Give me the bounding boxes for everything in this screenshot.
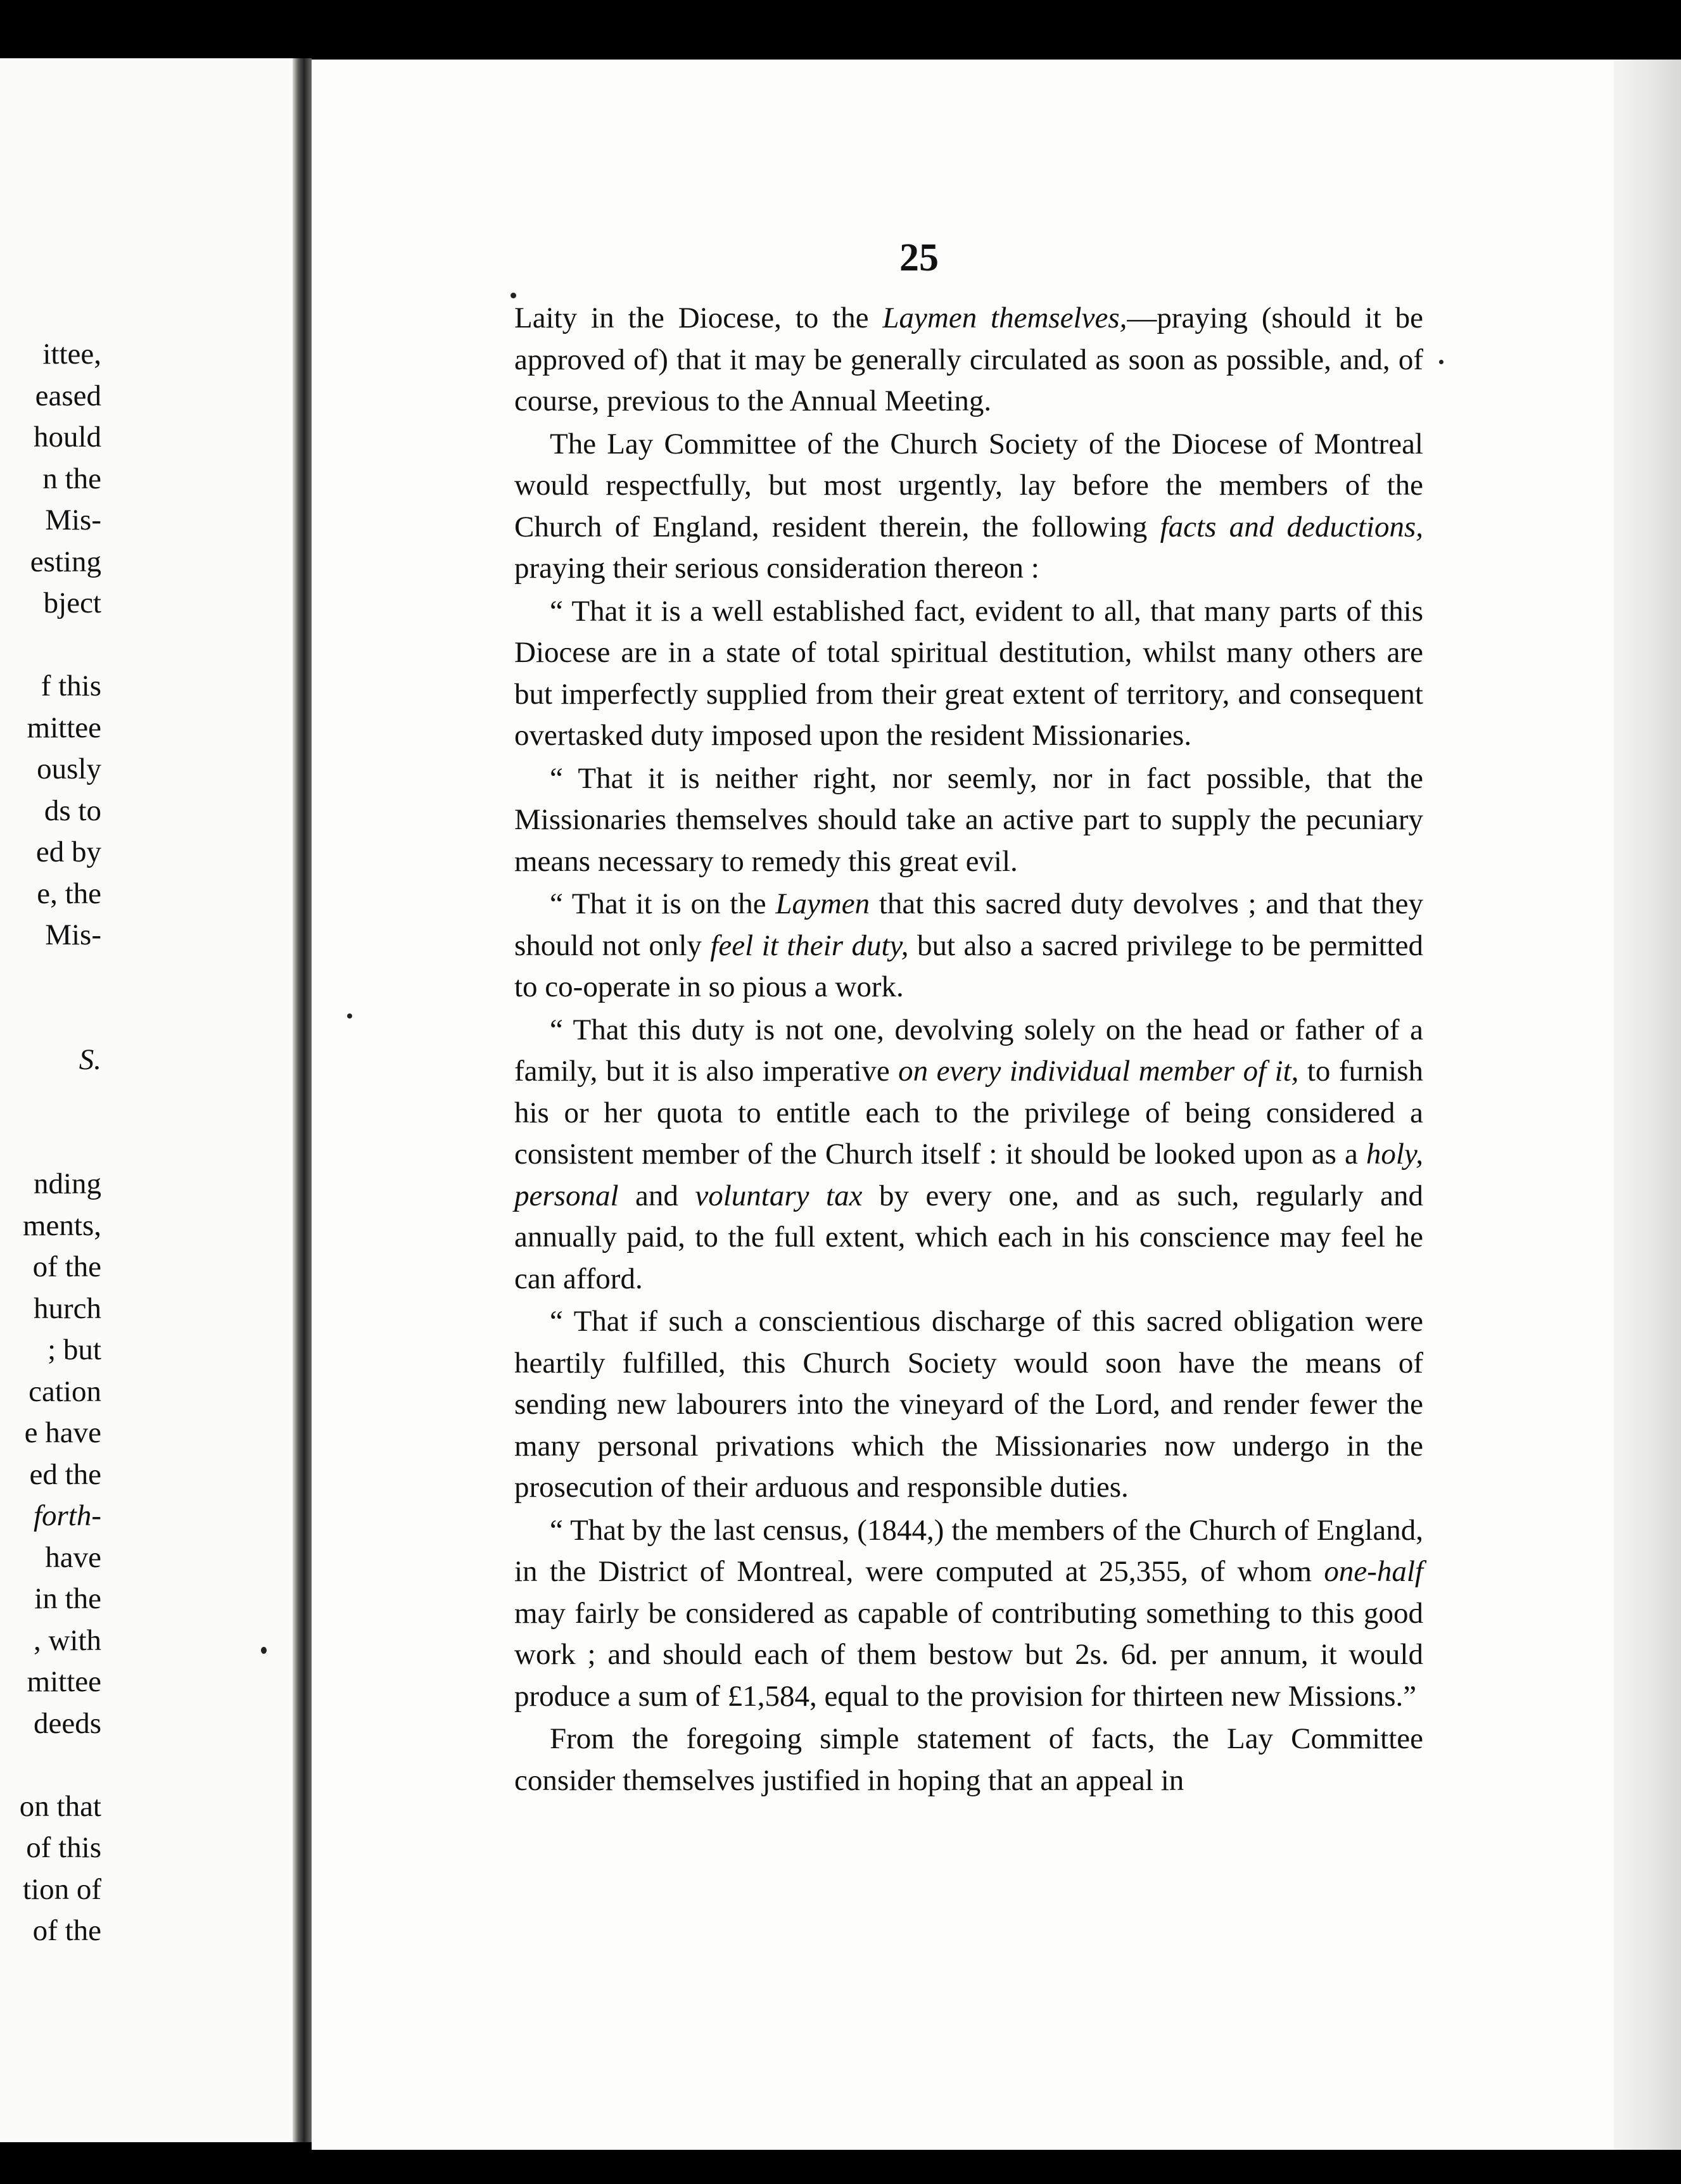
text-run: The Lay Committee of the Church Society of the Diocese of Montreal would respectfully, but most urgently, lay before the members of the Church of England, resident therein, the following: [514, 427, 1423, 543]
paragraph: [514, 424, 1423, 590]
facing-page-line: S.: [79, 1043, 101, 1076]
facing-page-line: bject: [43, 587, 101, 619]
text-run: “ That this duty is not one, devolving solely on the head or father of a family, but it is also imperative: [514, 1013, 1423, 1088]
scan-speck: [261, 1647, 267, 1654]
text-run: but also a sacred privilege to be permitted to co-operate in so pious a work.: [514, 929, 1423, 1003]
facing-page-line: e have: [24, 1416, 101, 1449]
facing-page: [0, 58, 296, 2142]
paragraph: [514, 591, 1423, 757]
text-run: that this sacred duty devolves ; and that they should not only: [514, 887, 1423, 962]
facing-page-line: n the: [42, 462, 101, 495]
paragraph: [514, 884, 1423, 1008]
facing-page-line: , with: [33, 1623, 101, 1657]
italic-text: Laymen themselves,: [882, 302, 1127, 334]
facing-page-line: e, the: [37, 877, 101, 910]
scan-speck: [347, 1013, 352, 1019]
text-run: Laity in the Diocese, to the: [514, 302, 883, 334]
facing-page-line: ds to: [44, 794, 101, 827]
facing-page-line: nding: [33, 1167, 101, 1200]
paragraph: [514, 1718, 1423, 1801]
facing-page-line: f this: [41, 670, 101, 702]
text-run: praying their serious consideration thereon :: [514, 552, 1039, 585]
body-text: [514, 298, 1423, 1803]
italic-text: feel it their duty,: [710, 929, 909, 962]
facing-page-line: deeds: [33, 1706, 101, 1740]
facing-page-line: ittee,: [42, 338, 101, 371]
facing-page-line: tion of: [22, 1872, 101, 1906]
scan-speck: [511, 293, 516, 298]
italic-text: facts and deductions,: [1160, 510, 1423, 543]
text-run: by every one, and as such, regularly and annually paid, to the full extent, which each in his conscience may feel he can afford.: [514, 1179, 1423, 1295]
facing-page-line: ously: [37, 752, 101, 785]
facing-page-line: of the: [32, 1914, 101, 1947]
facing-page-line: Mis-: [45, 918, 101, 951]
facing-page-line: ; but: [48, 1333, 101, 1366]
paragraph: [514, 1301, 1423, 1509]
italic-text: on every individual member of it,: [898, 1055, 1299, 1088]
text-run: “ That it is neither right, nor seemly, nor in fact possible, that the Missionaries themselves should take an active part to supply the pecuniary means necessary to remedy this great evil.: [514, 761, 1423, 878]
text-run: to furnish his or her quota to entitle each to the privilege of being considered a consistent member of the Church itself : it should be looked upon as a: [514, 1055, 1423, 1171]
facing-page-line: Mis-: [45, 504, 101, 536]
facing-page-fragments: [0, 58, 101, 2142]
text-run: “ That it is on the: [550, 887, 776, 920]
italic-text: holy, personal: [514, 1138, 1423, 1212]
text-run: —praying (should it be approved of) that it may be generally circulated as soon as possible, and, of course, previous to the Annual Meeting.: [514, 302, 1423, 417]
facing-page-line: cation: [29, 1375, 101, 1408]
facing-page-line: ed by: [35, 835, 101, 868]
text-run: and: [618, 1179, 695, 1212]
scan-speck: [1439, 360, 1443, 364]
page-edge-shadow: [1614, 60, 1681, 2150]
text-run: “ That by the last census, (1844,) the members of the Church of England, in the District of Montreal, were computed at 25,355, of whom: [514, 1513, 1423, 1588]
facing-page-line: hurch: [33, 1292, 101, 1325]
facing-page-line: ments,: [22, 1209, 101, 1242]
paragraph: [514, 298, 1423, 422]
text-run: “ That it is a well established fact, evident to all, that many parts of this Diocese are in a state of total spiritual destitution, whilst many others are but imperfectly supplied from their great extent of territory, and consequent overtasked duty imposed upon the resident Missionaries.: [514, 594, 1423, 752]
text-run: “ That if such a conscientious discharge of this sacred obligation were heartily fulfilled, this Church Society would soon have the means of sending new labourers into the vineyard of the Lord, and render fewer the many personal privations which the Missionaries now undergo in the prosecution of their arduous and responsible duties.: [514, 1305, 1423, 1504]
facing-page-line: on that: [19, 1789, 101, 1823]
facing-page-line: have: [45, 1540, 101, 1574]
paragraph: [514, 758, 1423, 883]
facing-page-line: esting: [30, 545, 101, 578]
page-number: 25: [899, 236, 939, 279]
facing-page-line: forth-: [33, 1499, 101, 1532]
book-gutter: [293, 58, 312, 2142]
facing-page-line: of this: [26, 1831, 101, 1864]
italic-text: Laymen: [775, 887, 870, 920]
italic-text: one-half: [1324, 1555, 1423, 1588]
text-run: From the foregoing simple statement of facts, the Lay Committee consider themselves justified in hoping that an appeal in: [514, 1722, 1423, 1797]
paragraph: [514, 1010, 1423, 1300]
paragraph: [514, 1510, 1423, 1718]
facing-page-line: ed the: [29, 1457, 101, 1491]
text-run: may fairly be considered as capable of contributing something to this good work ; and should each of them bestow but 2s. 6d. per annum, it would produce a sum of £1,584, equal to the provision for thirteen new Missions.”: [514, 1596, 1423, 1713]
facing-page-line: hould: [33, 421, 101, 454]
facing-page-line: mittee: [27, 1665, 101, 1698]
facing-page-line: in the: [34, 1582, 101, 1615]
facing-page-line: eased: [35, 379, 101, 412]
italic-text: voluntary tax: [695, 1179, 863, 1212]
facing-page-line: of the: [32, 1250, 101, 1283]
facing-page-line: mittee: [27, 711, 101, 744]
